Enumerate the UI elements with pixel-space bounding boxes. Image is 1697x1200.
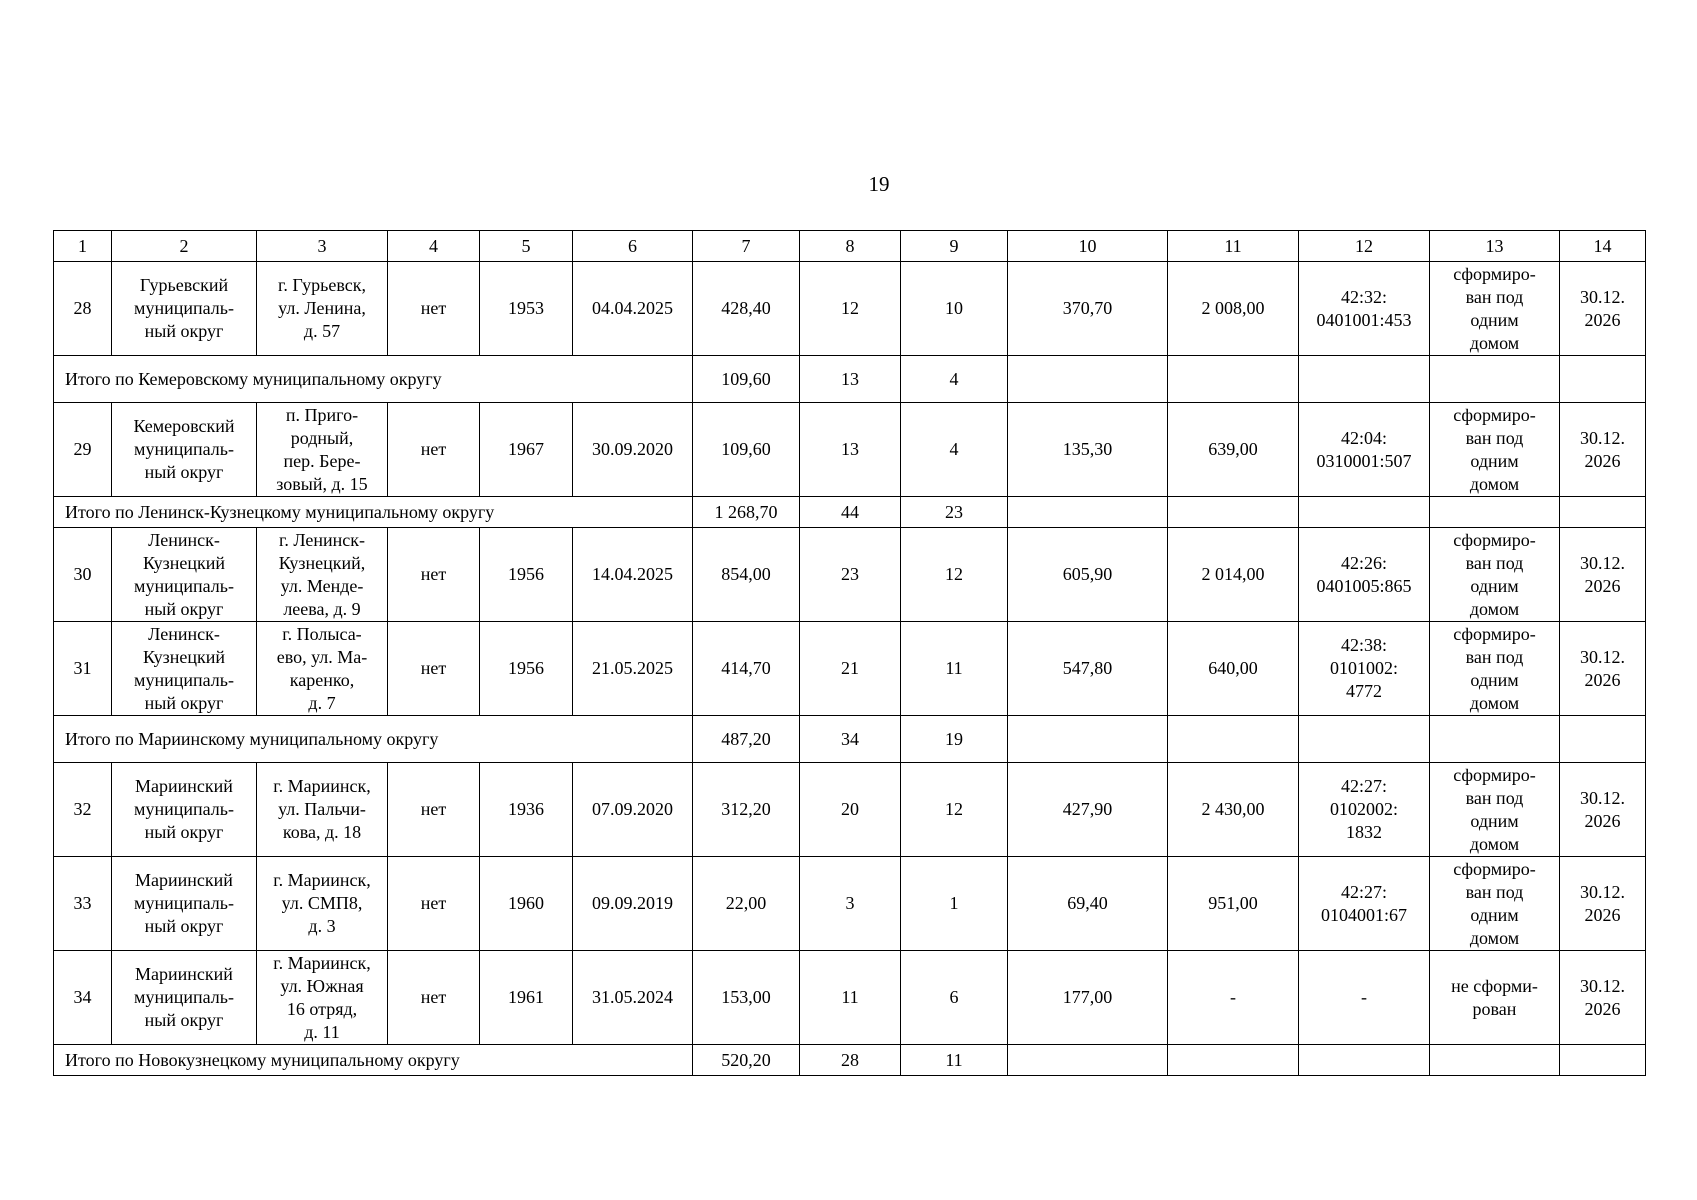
table-cell: 854,00: [693, 528, 800, 622]
table-cell: [1560, 356, 1646, 403]
table-cell: 12: [901, 763, 1008, 857]
table-cell: 135,30: [1008, 403, 1168, 497]
table-cell: [1560, 716, 1646, 763]
table-cell: 1956: [480, 528, 573, 622]
table-cell: г. Полыса- ево, ул. Ма- каренко, д. 7: [257, 622, 388, 716]
table-cell: 14.04.2025: [573, 528, 693, 622]
header-row: [54, 231, 1646, 262]
table-cell: п. Приго- родный, пер. Бере- зовый, д. 15: [257, 403, 388, 497]
subtotal-label: Итого по Новокузнецкому муниципальному округу: [54, 1045, 693, 1076]
table-cell: [1168, 716, 1299, 763]
table-cell: 23: [901, 497, 1008, 528]
table-cell: 04.04.2025: [573, 262, 693, 356]
table-cell: 177,00: [1008, 951, 1168, 1045]
column-number-cell: 1: [54, 231, 112, 262]
table-cell: 520,20: [693, 1045, 800, 1076]
table-cell: 13: [800, 356, 901, 403]
subtotal-row: [54, 1045, 1646, 1076]
table-cell: 30.12. 2026: [1560, 951, 1646, 1045]
column-number-cell: 12: [1299, 231, 1430, 262]
table-cell: 153,00: [693, 951, 800, 1045]
column-number-cell: 4: [388, 231, 480, 262]
table-cell: сформиро- ван под одним домом: [1430, 403, 1560, 497]
table-cell: 487,20: [693, 716, 800, 763]
subtotal-label: Итого по Мариинскому муниципальному округу: [54, 716, 693, 763]
table-cell: 11: [901, 622, 1008, 716]
table-cell: сформиро- ван под одним домом: [1430, 763, 1560, 857]
table-cell: 547,80: [1008, 622, 1168, 716]
column-number-cell: 7: [693, 231, 800, 262]
table-cell: 1961: [480, 951, 573, 1045]
housing-register-table: [53, 230, 1646, 1076]
table-cell: [1430, 356, 1560, 403]
table-cell: 1956: [480, 622, 573, 716]
table-cell: 109,60: [693, 403, 800, 497]
column-number-cell: 3: [257, 231, 388, 262]
table-cell: 605,90: [1008, 528, 1168, 622]
table-row: [54, 403, 1646, 497]
table-cell: 639,00: [1168, 403, 1299, 497]
table-cell: [1008, 1045, 1168, 1076]
column-number-cell: 2: [112, 231, 257, 262]
table-cell: [1299, 1045, 1430, 1076]
table-cell: 1953: [480, 262, 573, 356]
table-cell: сформиро- ван под одним домом: [1430, 622, 1560, 716]
table-cell: нет: [388, 622, 480, 716]
table-cell: Ленинск- Кузнецкий муниципаль- ный округ: [112, 622, 257, 716]
column-number-cell: 13: [1430, 231, 1560, 262]
table-cell: 11: [901, 1045, 1008, 1076]
table-cell: нет: [388, 951, 480, 1045]
table-cell: 34: [54, 951, 112, 1045]
table-cell: 640,00: [1168, 622, 1299, 716]
table-cell: [1168, 1045, 1299, 1076]
table-cell: 12: [901, 528, 1008, 622]
table-cell: 4: [901, 403, 1008, 497]
table-cell: 312,20: [693, 763, 800, 857]
table-cell: [1299, 497, 1430, 528]
subtotal-label: Итого по Кемеровскому муниципальному округу: [54, 356, 693, 403]
table-row: [54, 262, 1646, 356]
table-cell: 6: [901, 951, 1008, 1045]
table-cell: Гурьевский муниципаль- ный округ: [112, 262, 257, 356]
table-cell: 10: [901, 262, 1008, 356]
column-number-cell: 8: [800, 231, 901, 262]
table-cell: 32: [54, 763, 112, 857]
table-cell: Кемеровский муниципаль- ный округ: [112, 403, 257, 497]
table-cell: 28: [800, 1045, 901, 1076]
table-cell: 951,00: [1168, 857, 1299, 951]
column-number-cell: 14: [1560, 231, 1646, 262]
table-cell: 09.09.2019: [573, 857, 693, 951]
column-number-cell: 9: [901, 231, 1008, 262]
table-cell: 33: [54, 857, 112, 951]
table-row: [54, 857, 1646, 951]
table-cell: 29: [54, 403, 112, 497]
table-cell: 42:04: 0310001:507: [1299, 403, 1430, 497]
table-cell: 1 268,70: [693, 497, 800, 528]
table-cell: 19: [901, 716, 1008, 763]
table-cell: 4: [901, 356, 1008, 403]
table-cell: 30.12. 2026: [1560, 763, 1646, 857]
table-cell: 2 008,00: [1168, 262, 1299, 356]
column-number-cell: 11: [1168, 231, 1299, 262]
table-cell: 2 430,00: [1168, 763, 1299, 857]
table-cell: 42:27: 0102002: 1832: [1299, 763, 1430, 857]
table-cell: [1430, 497, 1560, 528]
table-cell: 30.12. 2026: [1560, 528, 1646, 622]
table-cell: 21: [800, 622, 901, 716]
table-cell: 1: [901, 857, 1008, 951]
table-cell: [1299, 716, 1430, 763]
table-cell: [1008, 716, 1168, 763]
table-cell: 42:27: 0104001:67: [1299, 857, 1430, 951]
table-cell: 69,40: [1008, 857, 1168, 951]
table-cell: 428,40: [693, 262, 800, 356]
column-number-cell: 6: [573, 231, 693, 262]
table-cell: г. Ленинск- Кузнецкий, ул. Менде- леева, д. 9: [257, 528, 388, 622]
table-cell: Ленинск- Кузнецкий муниципаль- ный округ: [112, 528, 257, 622]
table-cell: 31.05.2024: [573, 951, 693, 1045]
table-cell: 2 014,00: [1168, 528, 1299, 622]
table-cell: 11: [800, 951, 901, 1045]
table-cell: нет: [388, 528, 480, 622]
table-cell: 12: [800, 262, 901, 356]
table-cell: 109,60: [693, 356, 800, 403]
table-cell: [1430, 1045, 1560, 1076]
table-cell: г. Мариинск, ул. Южная 16 отряд, д. 11: [257, 951, 388, 1045]
table-cell: [1168, 497, 1299, 528]
table-cell: 414,70: [693, 622, 800, 716]
table-cell: Мариинский муниципаль- ный округ: [112, 951, 257, 1045]
table-cell: г. Мариинск, ул. СМП8, д. 3: [257, 857, 388, 951]
table-cell: 21.05.2025: [573, 622, 693, 716]
table-cell: [1008, 497, 1168, 528]
table-cell: не сформи- рован: [1430, 951, 1560, 1045]
table-cell: 31: [54, 622, 112, 716]
table-cell: 30: [54, 528, 112, 622]
table-cell: 42:32: 0401001:453: [1299, 262, 1430, 356]
table-cell: 1960: [480, 857, 573, 951]
table-cell: 370,70: [1008, 262, 1168, 356]
table-row: [54, 951, 1646, 1045]
table-cell: [1008, 356, 1168, 403]
table-cell: сформиро- ван под одним домом: [1430, 528, 1560, 622]
table-cell: 1936: [480, 763, 573, 857]
table-cell: 28: [54, 262, 112, 356]
column-number-cell: 5: [480, 231, 573, 262]
table-cell: г. Мариинск, ул. Пальчи- кова, д. 18: [257, 763, 388, 857]
table-cell: -: [1299, 951, 1430, 1045]
table-cell: -: [1168, 951, 1299, 1045]
subtotal-row: [54, 497, 1646, 528]
table-cell: [1168, 356, 1299, 403]
table-cell: [1299, 356, 1430, 403]
table-cell: 427,90: [1008, 763, 1168, 857]
table-cell: 44: [800, 497, 901, 528]
table-cell: 22,00: [693, 857, 800, 951]
subtotal-row: [54, 356, 1646, 403]
table-cell: 42:38: 0101002: 4772: [1299, 622, 1430, 716]
table-cell: г. Гурьевск, ул. Ленина, д. 57: [257, 262, 388, 356]
table-cell: нет: [388, 763, 480, 857]
table-cell: [1430, 716, 1560, 763]
table-cell: 3: [800, 857, 901, 951]
table-cell: 07.09.2020: [573, 763, 693, 857]
table-cell: 42:26: 0401005:865: [1299, 528, 1430, 622]
table-cell: сформиро- ван под одним домом: [1430, 857, 1560, 951]
table-cell: [1560, 497, 1646, 528]
subtotal-row: [54, 716, 1646, 763]
table-cell: 30.12. 2026: [1560, 262, 1646, 356]
page-number: 19: [868, 172, 890, 196]
table-cell: 23: [800, 528, 901, 622]
table-row: [54, 763, 1646, 857]
table-cell: 30.09.2020: [573, 403, 693, 497]
table-cell: 13: [800, 403, 901, 497]
table-cell: 34: [800, 716, 901, 763]
table-cell: [1560, 1045, 1646, 1076]
table-cell: нет: [388, 857, 480, 951]
table-cell: Мариинский муниципаль- ный округ: [112, 857, 257, 951]
table-cell: 1967: [480, 403, 573, 497]
table-cell: 20: [800, 763, 901, 857]
table-cell: 30.12. 2026: [1560, 857, 1646, 951]
table-cell: Мариинский муниципаль- ный округ: [112, 763, 257, 857]
table-cell: сформиро- ван под одним домом: [1430, 262, 1560, 356]
table-cell: нет: [388, 403, 480, 497]
table-cell: 30.12. 2026: [1560, 622, 1646, 716]
subtotal-label: Итого по Ленинск-Кузнецкому муниципальному округу: [54, 497, 693, 528]
table-cell: нет: [388, 262, 480, 356]
table-cell: 30.12. 2026: [1560, 403, 1646, 497]
table-row: [54, 622, 1646, 716]
column-number-cell: 10: [1008, 231, 1168, 262]
table-row: [54, 528, 1646, 622]
